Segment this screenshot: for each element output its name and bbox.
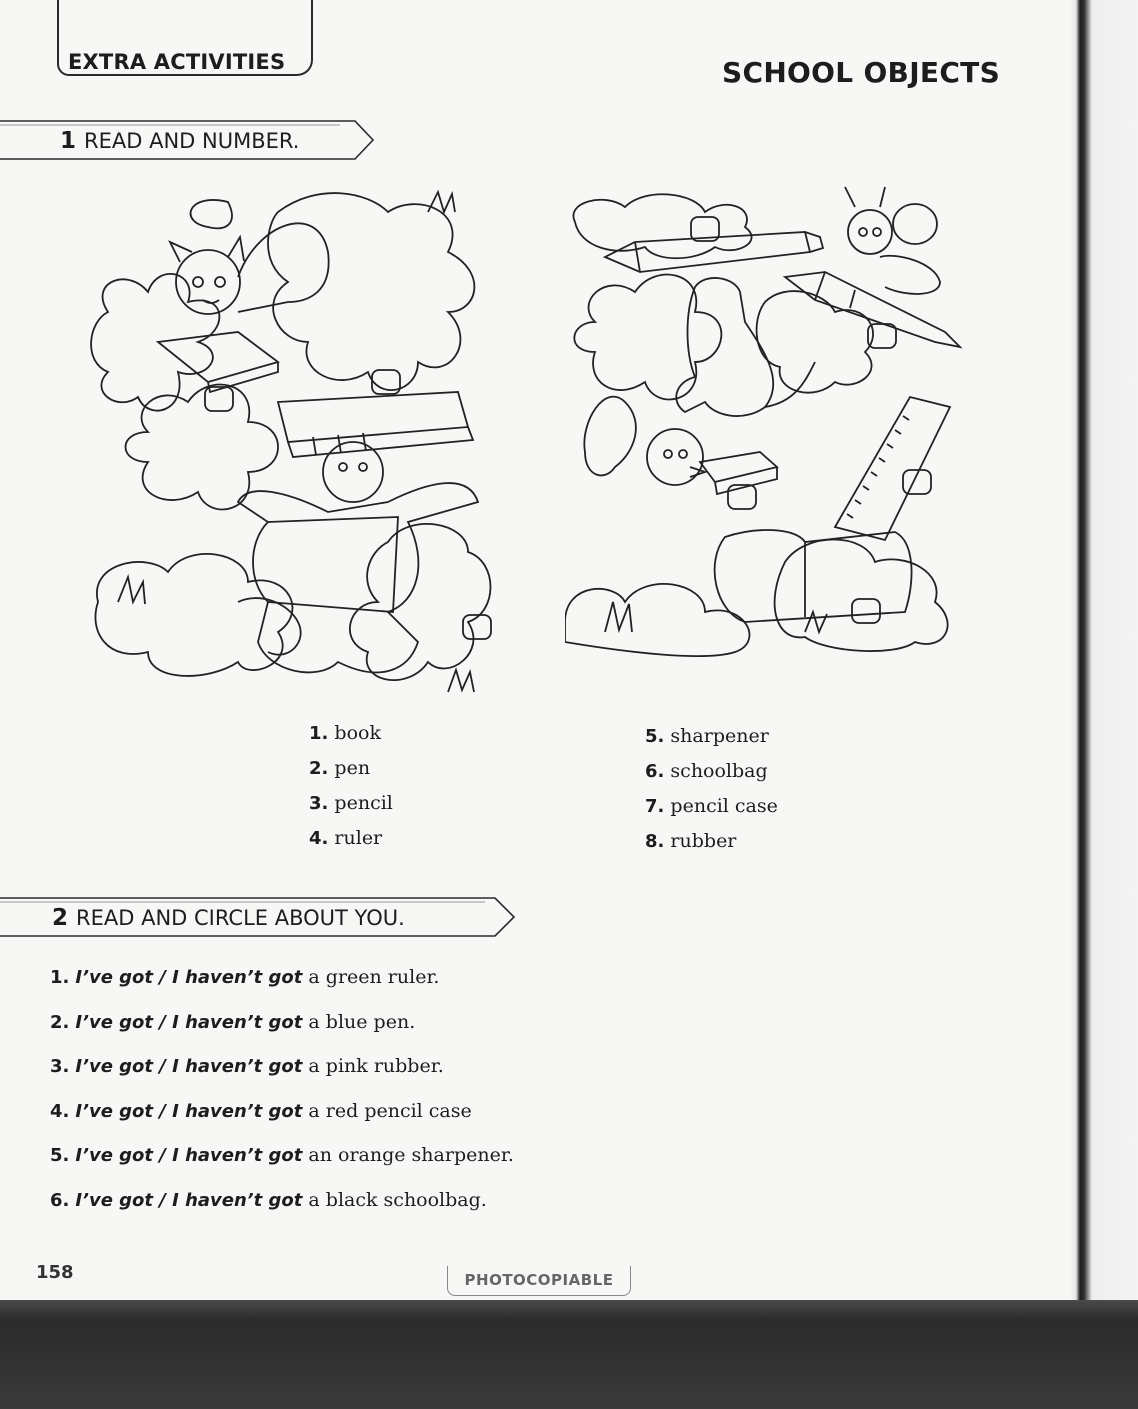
word-list-right <box>645 719 778 859</box>
section1-number: 1 <box>60 128 77 154</box>
list-item: 2. pen <box>309 757 371 779</box>
photocopiable-stamp: PHOTOCOPIABLE <box>447 1266 631 1296</box>
section2-heading: READ AND CIRCLE ABOUT YOU. <box>76 906 405 930</box>
page-edge-shadow <box>1070 0 1138 1300</box>
list-item: 6. schoolbag <box>645 760 768 782</box>
list-item: 1. book <box>309 722 381 744</box>
section1-banner <box>0 120 380 162</box>
circle-choice[interactable]: I’ve got / I haven’t got <box>75 1189 303 1211</box>
word-list-left <box>309 716 393 856</box>
list-item: 3. pencil <box>309 792 393 814</box>
sentence-item: 3. I’ve got / I haven’t got a pink rubber. <box>50 1055 444 1078</box>
header-tab-label: EXTRA ACTIVITIES <box>68 50 286 74</box>
section2-number: 2 <box>52 905 69 931</box>
circle-choice[interactable]: I’ve got / I haven’t got <box>75 1056 303 1078</box>
list-item: 4. ruler <box>309 827 383 849</box>
circle-choice[interactable]: I’ve got / I haven’t got <box>75 1011 303 1033</box>
sentence-item: 5. I’ve got / I haven’t got an orange sharpener. <box>50 1144 514 1167</box>
book-binding-shadow <box>0 1300 1138 1409</box>
section1-heading: READ AND NUMBER. <box>84 129 300 153</box>
page-title: SCHOOL OBJECTS <box>722 56 1001 89</box>
illustration-right <box>565 182 965 672</box>
sentence-item: 4. I’ve got / I haven’t got a red pencil case <box>50 1099 472 1122</box>
list-item: 5. sharpener <box>645 725 769 747</box>
sentence-item: 1. I’ve got / I haven’t got a green ruler. <box>50 966 440 988</box>
page-number: 158 <box>36 1262 74 1283</box>
sentence-item: 6. I’ve got / I haven’t got a black schoolbag. <box>50 1188 487 1211</box>
section2-banner <box>0 897 520 939</box>
circle-choice[interactable]: I’ve got / I haven’t got <box>75 1145 303 1167</box>
list-item: 8. rubber <box>645 830 737 852</box>
sentence-item: 2. I’ve got / I haven’t got a blue pen. <box>50 1010 416 1033</box>
circle-choice[interactable]: I’ve got / I haven’t got <box>75 967 303 988</box>
list-item: 7. pencil case <box>645 795 778 817</box>
circle-choice[interactable]: I’ve got / I haven’t got <box>75 1100 303 1122</box>
illustration-left <box>88 182 508 702</box>
sentence-list <box>50 966 514 1234</box>
